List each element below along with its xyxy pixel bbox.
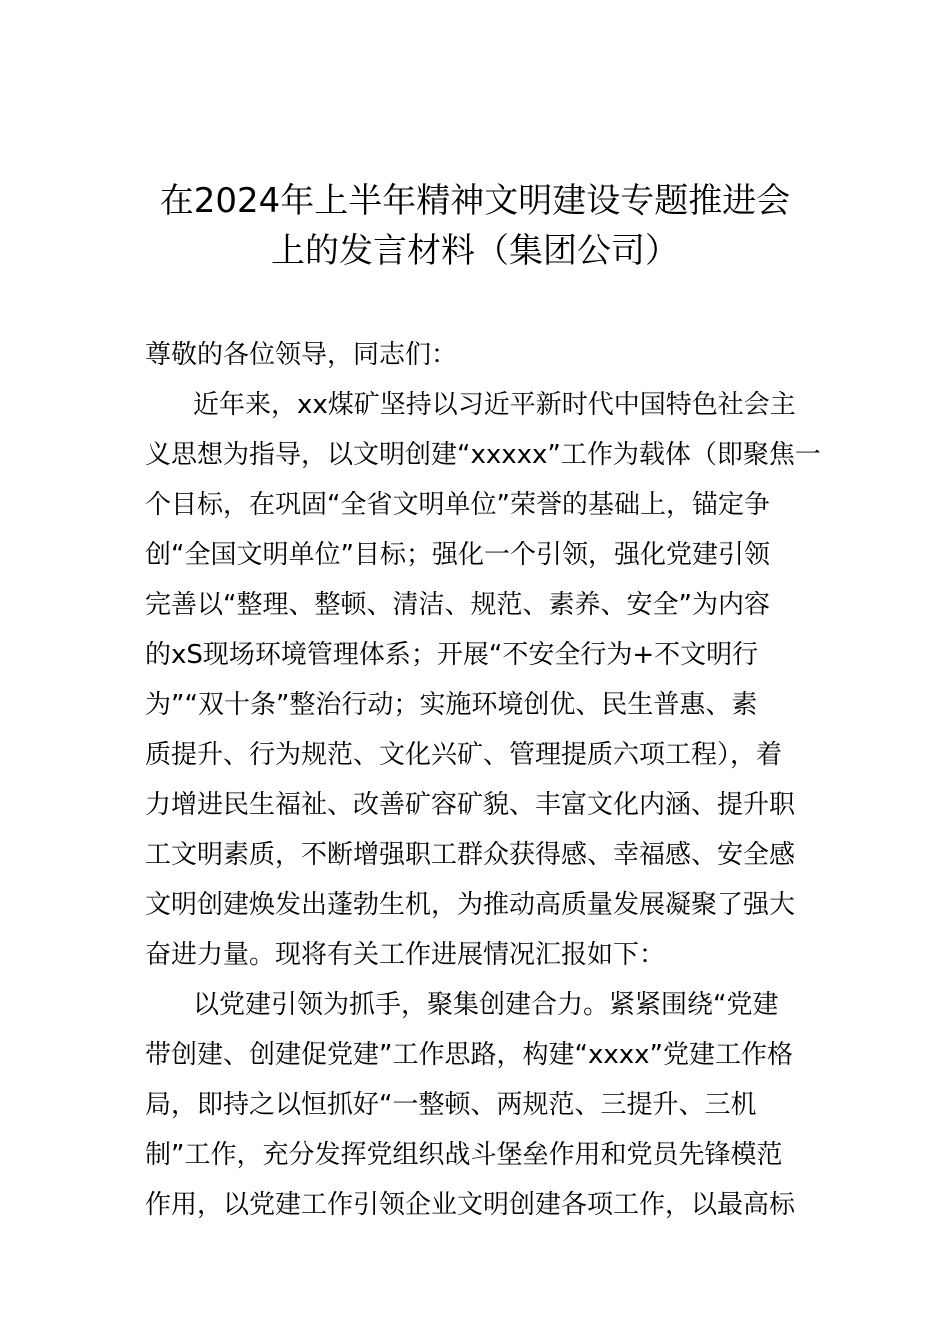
- document-title: [130, 176, 820, 276]
- paragraph-line: 质提升、行为规范、文化兴矿、管理提质六项工程），着: [145, 740, 783, 770]
- paragraph-line: 以党建引领为抓手，聚集创建合力。紧紧围绕“党建: [193, 990, 779, 1020]
- paragraph-line: 局，即持之以恒抓好“一整顿、两规范、三提升、三机: [145, 1090, 757, 1120]
- paragraph-line: 的xS现场环境管理体系；开展“不安全行为+不文明行: [145, 640, 759, 670]
- paragraph-line: 个目标，在巩固“全省文明单位”荣誉的基础上，锚定争: [145, 490, 770, 520]
- paragraph-line: 工文明素质，不断增强职工群众获得感、幸福感、安全感: [145, 840, 796, 870]
- paragraph-line: 带创建、创建促党建”工作思路，构建“xxxx”党建工作格: [145, 1040, 793, 1070]
- paragraph-line: 力增进民生福祉、改善矿容矿貌、丰富文化内涵、提升职: [145, 790, 796, 820]
- title-line: 在2024年上半年精神文明建设专题推进会: [159, 181, 791, 221]
- paragraph-line: 作用，以党建工作引领企业文明创建各项工作，以最高标: [145, 1190, 796, 1220]
- document-body: [145, 330, 821, 1230]
- paragraph-line: 创“全国文明单位”目标；强化一个引领，强化党建引领: [145, 540, 770, 570]
- paragraph-line: 为”“双十条”整治行动；实施环境创优、民生普惠、素: [145, 690, 758, 720]
- paragraph-line: 义思想为指导，以文明创建“xxxxx”工作为载体（即聚焦一: [145, 440, 821, 470]
- salutation: 尊敬的各位领导，同志们：: [145, 340, 458, 370]
- paragraph-line: 制”工作，充分发挥党组织战斗堡垒作用和党员先锋模范: [145, 1140, 783, 1170]
- paragraph-line: 近年来，xx煤矿坚持以习近平新时代中国特色社会主: [193, 390, 796, 420]
- paragraph-line: 完善以“整理、整顿、清洁、规范、素养、安全”为内容: [145, 590, 770, 620]
- paragraph-line: 文明创建焕发出蓬勃生机，为推动高质量发展凝聚了强大: [145, 890, 796, 920]
- paragraph-line: 奋进力量。现将有关工作进展情况汇报如下：: [145, 940, 666, 970]
- title-line: 上的发言材料（集团公司）: [271, 231, 679, 271]
